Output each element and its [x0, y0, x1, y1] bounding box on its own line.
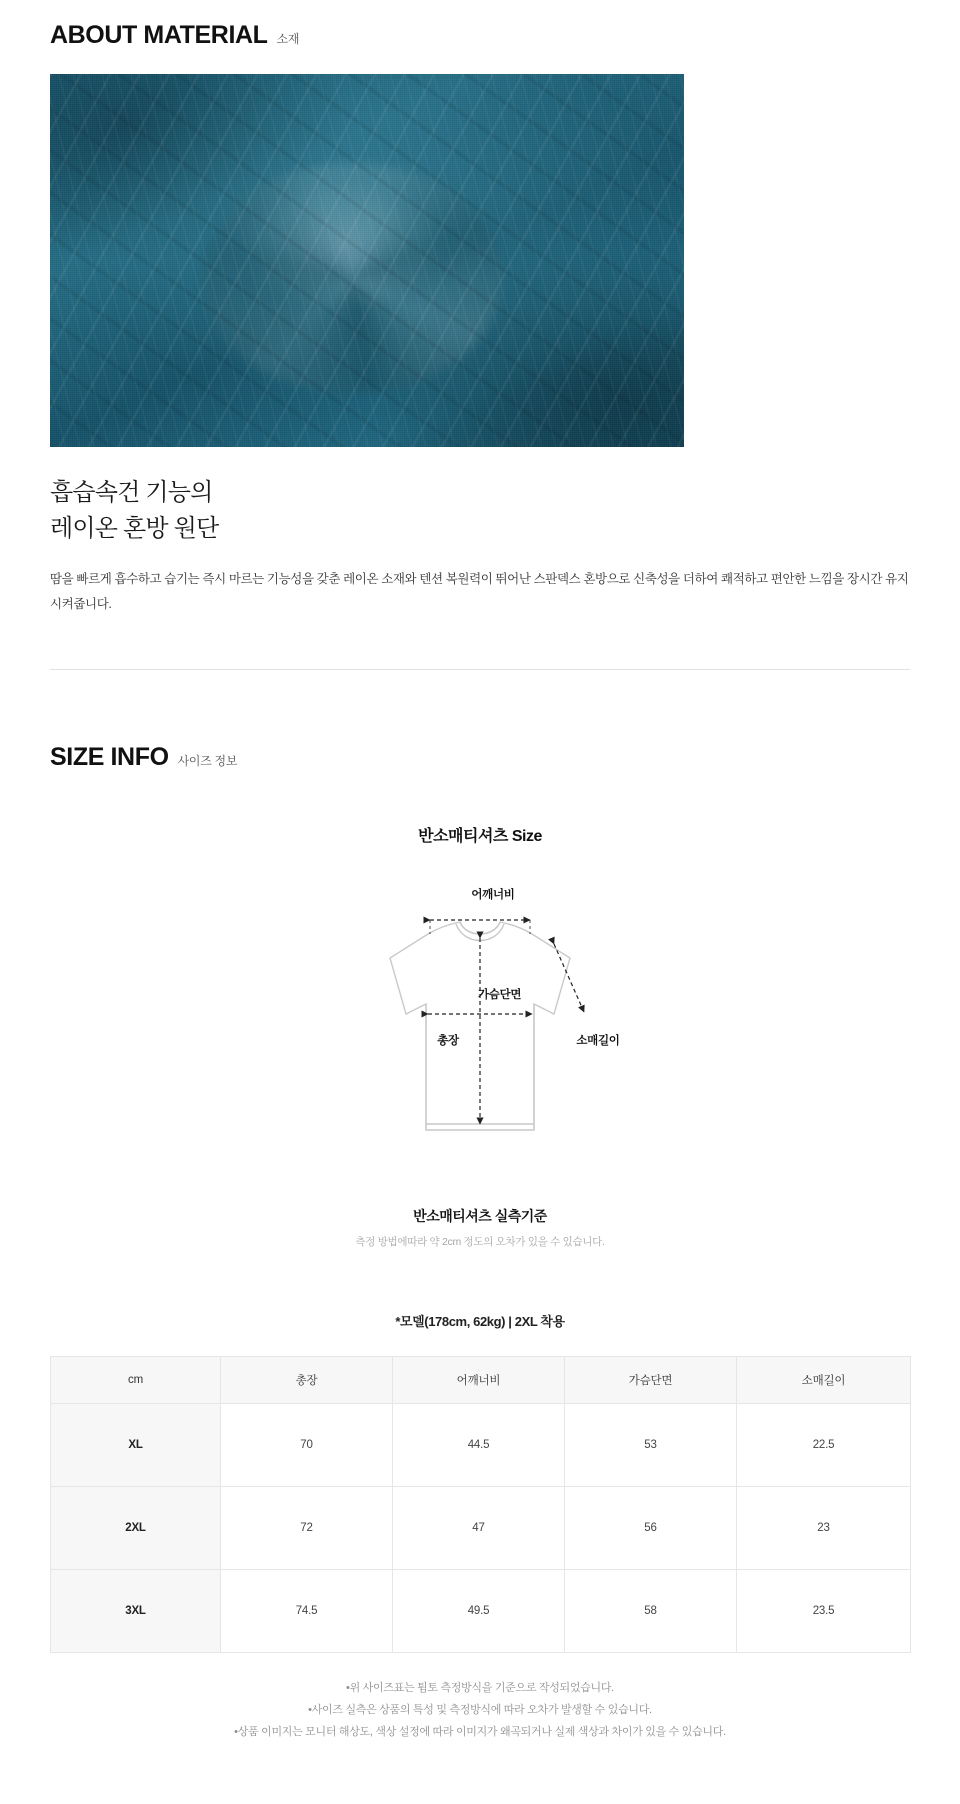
- th-length: 총장: [221, 1357, 393, 1404]
- size-info-title-ko: 사이즈 정보: [177, 753, 238, 768]
- size-info-title-en: SIZE INFO: [50, 742, 169, 771]
- content-container: [50, 0, 910, 617]
- about-material-title-ko: 소재: [276, 32, 300, 46]
- footnote-item: •위 사이즈표는 튐토 측정방식을 기준으로 작성되었습니다.: [346, 1682, 614, 1694]
- cell-chest: 53: [565, 1404, 737, 1487]
- material-description: 땀을 빠르게 흡수하고 습기는 즉시 마르는 기능성을 갖춘 레이온 소재와 텐션 복원력이 뛰어난 스판덱스 혼방으로 신축성을 더하여 쾌적하고 편안한 느낌을 장시간 유지시켜줍니다.: [50, 571, 909, 611]
- th-shoulder: 어깨너비: [393, 1357, 565, 1404]
- cell-size: 3XL: [51, 1570, 221, 1653]
- cell-shoulder: 47: [393, 1487, 565, 1570]
- fabric-closeup-image: [50, 74, 684, 447]
- cell-sleeve: 23.5: [737, 1570, 911, 1653]
- shoulder-dimension: [430, 920, 530, 934]
- label-length: 총장: [437, 1035, 459, 1047]
- footnote-item: •사이즈 실측은 상품의 특성 및 측정방식에 따라 오차가 발생할 수 있습니다.: [308, 1704, 652, 1716]
- cell-chest: 58: [565, 1570, 737, 1653]
- size-footnotes: [50, 1677, 910, 1803]
- table-header-row: [51, 1357, 911, 1404]
- cell-length: 74.5: [221, 1570, 393, 1653]
- table-row: [51, 1487, 911, 1570]
- about-material-title-en: ABOUT MATERIAL: [50, 21, 268, 49]
- table-row: [51, 1404, 911, 1487]
- cell-shoulder: 49.5: [393, 1570, 565, 1653]
- label-sleeve: 소매길이: [576, 1035, 620, 1047]
- about-material-heading: [50, 0, 910, 50]
- material-title-line2: 레이온 혼방 원단: [50, 514, 219, 542]
- size-diagram-note: 측정 방법에따라 약 2cm 정도의 오차가 있을 수 있습니다.: [355, 1236, 605, 1248]
- table-row: [51, 1570, 911, 1653]
- cell-sleeve: 22.5: [737, 1404, 911, 1487]
- th-sleeve: 소매길이: [737, 1357, 911, 1404]
- label-shoulder: 어깨너비: [471, 889, 515, 901]
- size-diagram-title: 반소매티셔츠 Size: [418, 828, 542, 845]
- cell-length: 72: [221, 1487, 393, 1570]
- cell-chest: 56: [565, 1487, 737, 1570]
- material-title-line1: 흡습속건 기능의: [50, 478, 213, 506]
- material-title: [50, 475, 910, 547]
- fabric-weave-texture: [50, 74, 684, 447]
- size-table-head: [51, 1357, 911, 1404]
- size-info-heading: [50, 722, 910, 772]
- cell-size: 2XL: [51, 1487, 221, 1570]
- cell-size: XL: [51, 1404, 221, 1487]
- th-unit: cm: [51, 1357, 221, 1404]
- size-info-section: [50, 670, 910, 1804]
- cell-sleeve: 23: [737, 1487, 911, 1570]
- label-chest: 가슴단면: [478, 989, 522, 1001]
- cell-shoulder: 44.5: [393, 1404, 565, 1487]
- tshirt-outline-svg: [270, 862, 690, 1192]
- size-table-body: [51, 1404, 911, 1653]
- size-table: [50, 1356, 911, 1653]
- cell-length: 70: [221, 1404, 393, 1487]
- size-diagram-caption: 반소매티셔츠 실측기준: [413, 1208, 547, 1224]
- footnote-item: •상품 이미지는 모니터 해상도, 색상 설정에 따라 이미지가 왜곡되거나 실제 색상과 차이가 있을 수 있습니다.: [234, 1726, 726, 1738]
- th-chest: 가슴단면: [565, 1357, 737, 1404]
- model-wearing-note: *모델(178cm, 62kg) | 2XL 착용: [395, 1314, 565, 1329]
- tshirt-diagram-wrap: [270, 862, 690, 1192]
- sleeve-dimension: [554, 944, 584, 1012]
- size-diagram: [270, 823, 690, 1249]
